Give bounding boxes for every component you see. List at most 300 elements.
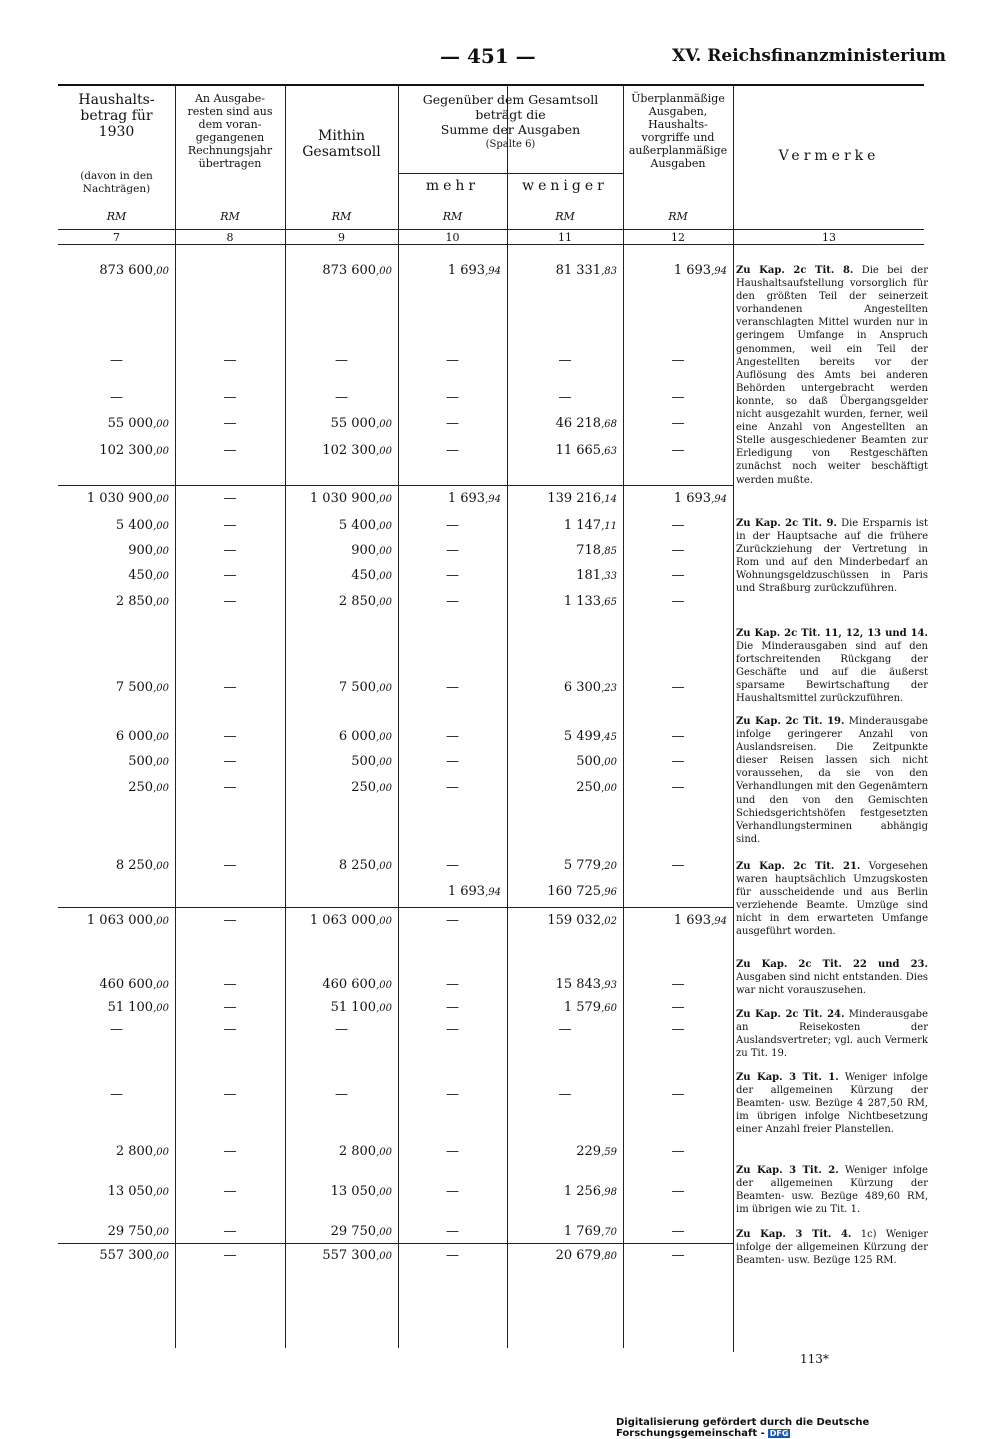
value-decimal: 00 <box>379 757 392 768</box>
value-decimal: 00 <box>156 546 169 557</box>
decimal-sep: , <box>601 1251 605 1262</box>
value-decimal: 20 <box>604 861 617 872</box>
dash-cell: — <box>671 1184 685 1199</box>
value-decimal: 83 <box>604 266 617 277</box>
value-cell <box>507 594 617 609</box>
value-int: 55 000 <box>330 416 377 431</box>
decimal-sep: , <box>601 521 605 532</box>
decimal-sep: , <box>153 521 157 532</box>
dash-cell: — <box>223 443 237 458</box>
value-int: 460 600 <box>322 977 377 992</box>
value-decimal: 02 <box>604 916 617 927</box>
value-cell <box>507 1000 617 1015</box>
value-cell <box>507 1144 617 1159</box>
value-decimal: 00 <box>379 1227 392 1238</box>
value-int: 1 693 <box>673 913 712 928</box>
value-cell <box>58 913 169 928</box>
value-cell <box>285 913 392 928</box>
value-decimal: 00 <box>379 732 392 743</box>
value-decimal: 00 <box>379 546 392 557</box>
value-cell <box>58 1144 169 1159</box>
value-decimal: 00 <box>379 783 392 794</box>
dash-cell: — <box>223 518 237 533</box>
value-decimal: 00 <box>379 494 392 505</box>
value-cell <box>58 1248 169 1263</box>
column-header: Haushalts- betrag für 1930 <box>78 92 155 140</box>
decimal-sep: , <box>376 597 380 608</box>
value-cell <box>398 884 501 899</box>
remark-text: Die bei der Haushaltsaufstellung vorsorglich für den größten Teil der seinerzeit vorhandenen Angestellten veranschlagten Mittel wurden nur in geringem Umfange in Anspruch genommen, weil ein Teil der Angestellten bereits vor der Auflösung des Amts bei anderen Behörden untergebracht werden konnte, so daß Übergangsgelder nicht ausgezahlt wurden, ferner, weil eine Anzahl von Angestellten an Stelle ausgeschiedener Beamten zur Erledigung von Restgeschäften zunächst noch weiter beschäftigt werden mußte. <box>736 265 929 486</box>
decimal-sep: , <box>376 521 380 532</box>
remark-ref: Zu Kap. 2c Tit. 8. <box>736 265 854 276</box>
value-cell <box>285 977 392 992</box>
value-int: 13 050 <box>330 1184 377 1199</box>
value-decimal: 80 <box>604 1251 617 1262</box>
dash-cell: — <box>446 1022 459 1037</box>
dash-cell: — <box>223 390 237 405</box>
value-int: 5 400 <box>338 518 377 533</box>
decimal-sep: , <box>376 861 380 872</box>
value-decimal: 94 <box>714 916 727 927</box>
column-number: 7 <box>113 231 120 244</box>
value-int: 1 147 <box>563 518 602 533</box>
value-int: 13 050 <box>107 1184 154 1199</box>
decimal-sep: , <box>376 732 380 743</box>
value-int: 1 693 <box>673 491 712 506</box>
remark <box>736 1071 928 1136</box>
value-int: 250 <box>351 780 377 795</box>
value-cell <box>285 1184 392 1199</box>
value-int: 2 850 <box>115 594 154 609</box>
column-divider <box>733 86 734 1352</box>
dash-cell: — <box>110 1022 123 1037</box>
remark-ref: Zu Kap. 2c Tit. 19. <box>736 716 845 727</box>
value-decimal: 00 <box>379 1187 392 1198</box>
column-header: An Ausgabe- resten sind aus dem voran- gegangenen Rechnungsjahr übertragen <box>187 92 273 170</box>
decimal-sep: , <box>376 446 380 457</box>
column-header: weniger <box>522 178 608 194</box>
value-int: 51 100 <box>330 1000 377 1015</box>
remark <box>736 715 928 846</box>
column-number: 13 <box>822 231 836 244</box>
value-cell <box>285 1248 392 1263</box>
value-int: 250 <box>128 780 154 795</box>
value-decimal: 00 <box>379 266 392 277</box>
value-cell <box>507 680 617 695</box>
remark-text: Minderausgabe an Reisekosten der Auslandsvertreter; vgl. auch Vermerk zu Tit. 19. <box>736 1009 928 1060</box>
value-decimal: 98 <box>604 1187 617 1198</box>
remark <box>736 517 928 596</box>
decimal-sep: , <box>711 916 715 927</box>
value-cell <box>58 754 169 769</box>
value-int: 8 250 <box>115 858 154 873</box>
value-decimal: 68 <box>604 419 617 430</box>
value-decimal: 94 <box>714 494 727 505</box>
value-int: 500 <box>128 754 154 769</box>
value-cell <box>507 729 617 744</box>
dash-cell: — <box>446 353 459 368</box>
decimal-sep: , <box>601 1227 605 1238</box>
value-cell <box>285 1144 392 1159</box>
value-decimal: 00 <box>156 1003 169 1014</box>
value-cell <box>285 780 392 795</box>
dash-cell: — <box>446 1224 459 1239</box>
dash-cell: — <box>671 353 685 368</box>
dash-cell: — <box>558 353 572 368</box>
column-subheader: (davon in den Nachträgen) <box>80 170 153 195</box>
dash-cell: — <box>223 1184 237 1199</box>
value-cell <box>58 977 169 992</box>
value-int: 6 000 <box>338 729 377 744</box>
value-decimal: 00 <box>156 1187 169 1198</box>
value-cell <box>507 543 617 558</box>
decimal-sep: , <box>601 732 605 743</box>
dash-cell: — <box>223 729 237 744</box>
value-decimal: 94 <box>488 266 501 277</box>
value-cell <box>507 1248 617 1263</box>
decimal-sep: , <box>485 494 489 505</box>
page-number: — 451 — <box>440 44 536 68</box>
decimal-sep: , <box>601 597 605 608</box>
value-int: 450 <box>128 568 154 583</box>
value-int: 500 <box>351 754 377 769</box>
value-decimal: 00 <box>379 980 392 991</box>
value-decimal: 00 <box>379 521 392 532</box>
dash-cell: — <box>446 1144 459 1159</box>
dash-cell: — <box>223 1000 237 1015</box>
remark <box>736 1164 928 1216</box>
value-decimal: 94 <box>488 887 501 898</box>
decimal-sep: , <box>601 916 605 927</box>
value-cell <box>507 913 617 928</box>
value-cell <box>285 518 392 533</box>
dash-cell: — <box>558 1022 572 1037</box>
dash-cell: — <box>446 416 459 431</box>
dash-cell: — <box>671 568 685 583</box>
remark <box>736 958 928 997</box>
dash-cell: — <box>223 858 237 873</box>
remark-ref: Zu Kap. 3 Tit. 2. <box>736 1165 839 1176</box>
dash-cell: — <box>446 977 459 992</box>
value-cell <box>285 543 392 558</box>
value-cell <box>58 263 169 278</box>
sum-rule <box>58 1243 733 1244</box>
dash-cell: — <box>223 977 237 992</box>
value-cell <box>507 977 617 992</box>
header-rule <box>58 244 924 245</box>
value-cell <box>285 263 392 278</box>
dash-cell: — <box>446 680 459 695</box>
dash-cell: — <box>671 754 685 769</box>
dash-cell: — <box>446 443 459 458</box>
dash-cell: — <box>446 390 459 405</box>
value-decimal: 00 <box>156 521 169 532</box>
value-int: 7 500 <box>338 680 377 695</box>
value-int: 1 063 000 <box>309 913 377 928</box>
unit-label: RM <box>331 210 352 223</box>
decimal-sep: , <box>601 887 605 898</box>
value-cell <box>58 491 169 506</box>
value-decimal: 00 <box>156 1227 169 1238</box>
value-decimal: 00 <box>156 980 169 991</box>
value-cell <box>285 568 392 583</box>
page-title: XV. Reichsfinanzministerium <box>672 46 946 66</box>
decimal-sep: , <box>711 266 715 277</box>
value-decimal: 00 <box>156 597 169 608</box>
group-header-line: Gegenüber dem Gesamtsoll <box>422 92 599 107</box>
value-int: 718 <box>576 543 602 558</box>
value-decimal: 00 <box>156 683 169 694</box>
dash-cell: — <box>671 729 685 744</box>
decimal-sep: , <box>601 1187 605 1198</box>
decimal-sep: , <box>601 783 605 794</box>
value-int: 900 <box>351 543 377 558</box>
decimal-sep: , <box>601 446 605 457</box>
decimal-sep: , <box>376 916 380 927</box>
value-cell <box>285 858 392 873</box>
dash-cell: — <box>223 416 237 431</box>
value-int: 557 300 <box>99 1248 154 1263</box>
value-cell <box>623 263 727 278</box>
value-decimal: 33 <box>604 571 617 582</box>
decimal-sep: , <box>485 887 489 898</box>
value-cell <box>58 780 169 795</box>
remark-ref: Zu Kap. 3 Tit. 4. <box>736 1229 852 1240</box>
value-cell <box>285 443 392 458</box>
value-decimal: 63 <box>604 446 617 457</box>
value-int: 81 331 <box>555 263 602 278</box>
decimal-sep: , <box>376 546 380 557</box>
value-cell <box>398 491 501 506</box>
dash-cell: — <box>446 543 459 558</box>
dash-cell: — <box>671 780 685 795</box>
value-decimal: 00 <box>156 419 169 430</box>
remark-ref: Zu Kap. 2c Tit. 24. <box>736 1009 845 1020</box>
decimal-sep: , <box>376 683 380 694</box>
value-cell <box>507 1224 617 1239</box>
value-int: 1 579 <box>563 1000 602 1015</box>
value-int: 6 300 <box>563 680 602 695</box>
value-decimal: 00 <box>156 861 169 872</box>
value-decimal: 94 <box>488 494 501 505</box>
value-int: 102 300 <box>322 443 377 458</box>
decimal-sep: , <box>485 266 489 277</box>
header-rule <box>58 229 924 230</box>
value-decimal: 23 <box>604 683 617 694</box>
value-int: 250 <box>576 780 602 795</box>
column-number: 11 <box>558 231 572 244</box>
dash-cell: — <box>671 390 685 405</box>
dash-cell: — <box>223 754 237 769</box>
dash-cell: — <box>335 1022 348 1037</box>
remark-text: Weniger infolge der allgemeinen Kürzung der Beamten- usw. Bezüge 4 287,50 RM, im übrigen infolge Nichtbesetzung einer Anzahl freier Planstellen. <box>736 1072 928 1136</box>
value-decimal: 00 <box>156 916 169 927</box>
value-decimal: 00 <box>156 757 169 768</box>
dash-cell: — <box>446 1184 459 1199</box>
value-cell <box>58 416 169 431</box>
dash-cell: — <box>223 1087 237 1102</box>
value-cell <box>507 416 617 431</box>
column-header: Vermerke <box>778 148 880 164</box>
value-int: 55 000 <box>107 416 154 431</box>
value-decimal: 00 <box>156 1251 169 1262</box>
value-cell <box>285 754 392 769</box>
remark <box>736 264 928 487</box>
decimal-sep: , <box>376 1147 380 1158</box>
decimal-sep: , <box>601 683 605 694</box>
decimal-sep: , <box>376 571 380 582</box>
sum-rule <box>58 907 733 908</box>
dash-cell: — <box>558 390 572 405</box>
dash-cell: — <box>671 594 685 609</box>
dash-cell: — <box>671 1000 685 1015</box>
value-decimal: 00 <box>156 446 169 457</box>
decimal-sep: , <box>376 1227 380 1238</box>
decimal-sep: , <box>153 571 157 582</box>
value-int: 1 133 <box>563 594 602 609</box>
decimal-sep: , <box>376 980 380 991</box>
value-cell <box>58 1000 169 1015</box>
remark-ref: Zu Kap. 2c Tit. 21. <box>736 861 861 872</box>
decimal-sep: , <box>376 783 380 794</box>
value-cell <box>285 594 392 609</box>
dash-cell: — <box>223 491 237 506</box>
decimal-sep: , <box>376 494 380 505</box>
dash-cell: — <box>223 680 237 695</box>
dash-cell: — <box>223 1144 237 1159</box>
value-decimal: 00 <box>156 266 169 277</box>
decimal-sep: , <box>376 757 380 768</box>
value-int: 229 <box>576 1144 602 1159</box>
value-int: 873 600 <box>322 263 377 278</box>
value-cell <box>285 1000 392 1015</box>
decimal-sep: , <box>153 732 157 743</box>
decimal-sep: , <box>601 757 605 768</box>
value-cell <box>58 729 169 744</box>
dash-cell: — <box>671 518 685 533</box>
unit-label: RM <box>220 210 240 223</box>
value-decimal: 00 <box>379 597 392 608</box>
dash-cell: — <box>223 568 237 583</box>
dash-cell: — <box>110 1087 123 1102</box>
decimal-sep: , <box>376 266 380 277</box>
value-cell <box>507 858 617 873</box>
value-decimal: 00 <box>379 916 392 927</box>
value-cell <box>285 416 392 431</box>
dash-cell: — <box>446 518 459 533</box>
value-decimal: 00 <box>156 732 169 743</box>
decimal-sep: , <box>153 783 157 794</box>
value-int: 29 750 <box>330 1224 377 1239</box>
decimal-sep: , <box>601 419 605 430</box>
value-int: 1 256 <box>563 1184 602 1199</box>
value-int: 1 693 <box>447 491 486 506</box>
dash-cell: — <box>223 1224 237 1239</box>
credit-text: Digitalisierung gefördert durch die Deutsche Forschungsgemeinschaft - <box>616 1417 870 1439</box>
value-int: 460 600 <box>99 977 154 992</box>
value-cell <box>285 1224 392 1239</box>
value-decimal: 00 <box>604 783 617 794</box>
remark-text: Minderausgabe infolge geringerer Anzahl von Auslandsreisen. Die Zeitpunkte dieser Reisen lassen sich nicht voraussehen, da sie von den Verhandlungen mit den Gegenämtern und den von den Gemischten Schiedsgerichtshöfen festgesetzten Verhandlungsterminen abhängig sind. <box>736 716 928 845</box>
remark <box>736 860 928 939</box>
value-cell <box>285 729 392 744</box>
value-decimal: 00 <box>379 571 392 582</box>
value-cell <box>507 568 617 583</box>
value-decimal: 59 <box>604 1147 617 1158</box>
decimal-sep: , <box>376 1251 380 1262</box>
unit-label: RM <box>555 210 575 223</box>
value-cell <box>507 1184 617 1199</box>
decimal-sep: , <box>153 757 157 768</box>
value-int: 5 779 <box>563 858 602 873</box>
value-int: 2 850 <box>338 594 377 609</box>
column-header: Mithin Gesamtsoll <box>302 128 381 160</box>
column-number: 12 <box>671 231 685 244</box>
value-int: 51 100 <box>107 1000 154 1015</box>
dash-cell: — <box>671 1022 685 1037</box>
unit-label: RM <box>668 210 688 223</box>
value-cell <box>58 594 169 609</box>
column-header: mehr <box>425 178 480 194</box>
dfg-credit <box>616 1417 1000 1439</box>
dash-cell: — <box>671 543 685 558</box>
decimal-sep: , <box>601 861 605 872</box>
value-decimal: 70 <box>604 1227 617 1238</box>
value-int: 900 <box>128 543 154 558</box>
decimal-sep: , <box>153 1251 157 1262</box>
value-decimal: 11 <box>604 521 617 532</box>
value-decimal: 00 <box>379 1251 392 1262</box>
dash-cell: — <box>671 1087 685 1102</box>
value-decimal: 00 <box>379 446 392 457</box>
value-int: 450 <box>351 568 377 583</box>
dash-cell: — <box>223 543 237 558</box>
value-decimal: 00 <box>156 571 169 582</box>
value-int: 181 <box>576 568 602 583</box>
value-cell <box>58 1184 169 1199</box>
decimal-sep: , <box>711 494 715 505</box>
value-cell <box>58 680 169 695</box>
decimal-sep: , <box>601 1003 605 1014</box>
value-decimal: 00 <box>156 1147 169 1158</box>
value-decimal: 00 <box>379 419 392 430</box>
dash-cell: — <box>671 858 685 873</box>
decimal-sep: , <box>153 916 157 927</box>
decimal-sep: , <box>376 1003 380 1014</box>
value-cell <box>507 518 617 533</box>
remark-text: 1c) Weniger infolge der allgemeinen Kürzung der Beamten- usw. Bezüge 125 RM. <box>736 1229 928 1267</box>
value-cell <box>285 680 392 695</box>
column-number: 10 <box>445 231 460 244</box>
value-cell <box>623 491 727 506</box>
value-decimal: 60 <box>604 1003 617 1014</box>
value-decimal: 85 <box>604 546 617 557</box>
dash-cell: — <box>671 977 685 992</box>
remark-text: Vorgesehen waren hauptsächlich Umzugskosten für ausscheidende und aus Berlin verziehende Beamte. Umzüge sind nicht in dem erwarteten Umfange ausgeführt worden. <box>736 861 928 938</box>
decimal-sep: , <box>153 494 157 505</box>
value-int: 159 032 <box>547 913 602 928</box>
value-decimal: 65 <box>604 597 617 608</box>
value-int: 15 843 <box>555 977 602 992</box>
value-int: 500 <box>576 754 602 769</box>
value-int: 29 750 <box>107 1224 154 1239</box>
dash-cell: — <box>446 780 459 795</box>
value-int: 1 769 <box>563 1224 602 1239</box>
decimal-sep: , <box>153 419 157 430</box>
value-decimal: 93 <box>604 980 617 991</box>
value-int: 11 665 <box>555 443 602 458</box>
decimal-sep: , <box>153 980 157 991</box>
